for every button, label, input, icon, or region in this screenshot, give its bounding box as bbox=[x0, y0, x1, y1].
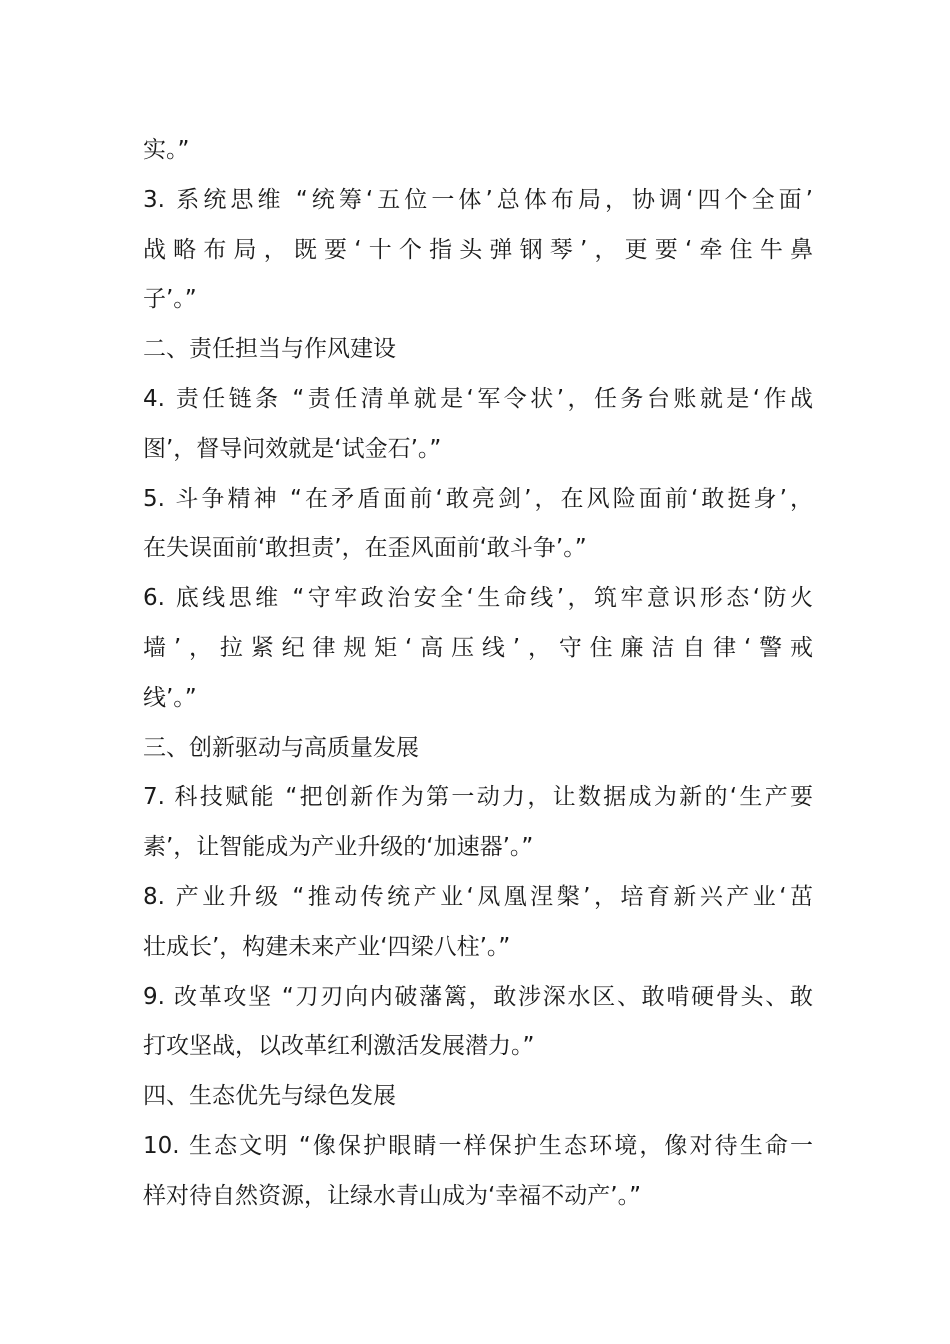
list-item-line: 4. 责任链条 “责任清单就是‘军令状’，任务台账就是‘作战 bbox=[143, 385, 813, 412]
paragraph-line: 打攻坚战，以改革红利激活发展潜力。” bbox=[143, 1033, 535, 1060]
paragraph-line: 图’，督导问效就是‘试金石’。” bbox=[143, 435, 442, 462]
paragraph-line: 壮成长’，构建未来产业‘四梁八柱’。” bbox=[143, 933, 511, 960]
paragraph-line: 线’。” bbox=[143, 684, 197, 711]
list-item-line: 9. 改革攻坚 “刀刃向内破藩篱，敢涉深水区、敢啃硬骨头、敢 bbox=[143, 983, 813, 1010]
document-body bbox=[143, 126, 813, 1222]
list-item-line: 7. 科技赋能 “把创新作为第一动力，让数据成为新的‘生产要 bbox=[143, 784, 813, 811]
paragraph-line: 样对待自然资源，让绿水青山成为‘幸福不动产’。” bbox=[143, 1182, 642, 1209]
list-item-line: 3. 系统思维 “统筹‘五位一体’总体布局，协调‘四个全面’ bbox=[143, 186, 813, 213]
list-item-line: 8. 产业升级 “推动传统产业‘凤凰涅槃’，培育新兴产业‘茁 bbox=[143, 883, 813, 910]
list-item-line: 10. 生态文明 “像保护眼睛一样保护生态环境，像对待生命一 bbox=[143, 1132, 813, 1159]
list-item-line: 6. 底线思维 “守牢政治安全‘生命线’，筑牢意识形态‘防火 bbox=[143, 585, 813, 612]
paragraph-line: 子’。” bbox=[143, 286, 197, 313]
paragraph-line: 战略布局，既要‘十个指头弹钢琴’，更要‘牵住牛鼻 bbox=[143, 236, 813, 263]
paragraph-line: 在失误面前‘敢担责’，在歪风面前‘敢斗争’。” bbox=[143, 535, 587, 562]
paragraph-line: 素’，让智能成为产业升级的‘加速器’。” bbox=[143, 834, 534, 861]
section-heading: 三、创新驱动与高质量发展 bbox=[143, 734, 419, 761]
section-heading: 四、生态优先与绿色发展 bbox=[143, 1083, 396, 1110]
paragraph-line: 实。” bbox=[143, 137, 190, 163]
section-heading: 二、责任担当与作风建设 bbox=[143, 336, 396, 363]
list-item-line: 5. 斗争精神 “在矛盾面前‘敢亮剑’，在风险面前‘敢挺身’， bbox=[143, 485, 813, 512]
paragraph-line: 墙’，拉紧纪律规矩‘高压线’，守住廉洁自律‘警戒 bbox=[143, 634, 813, 661]
